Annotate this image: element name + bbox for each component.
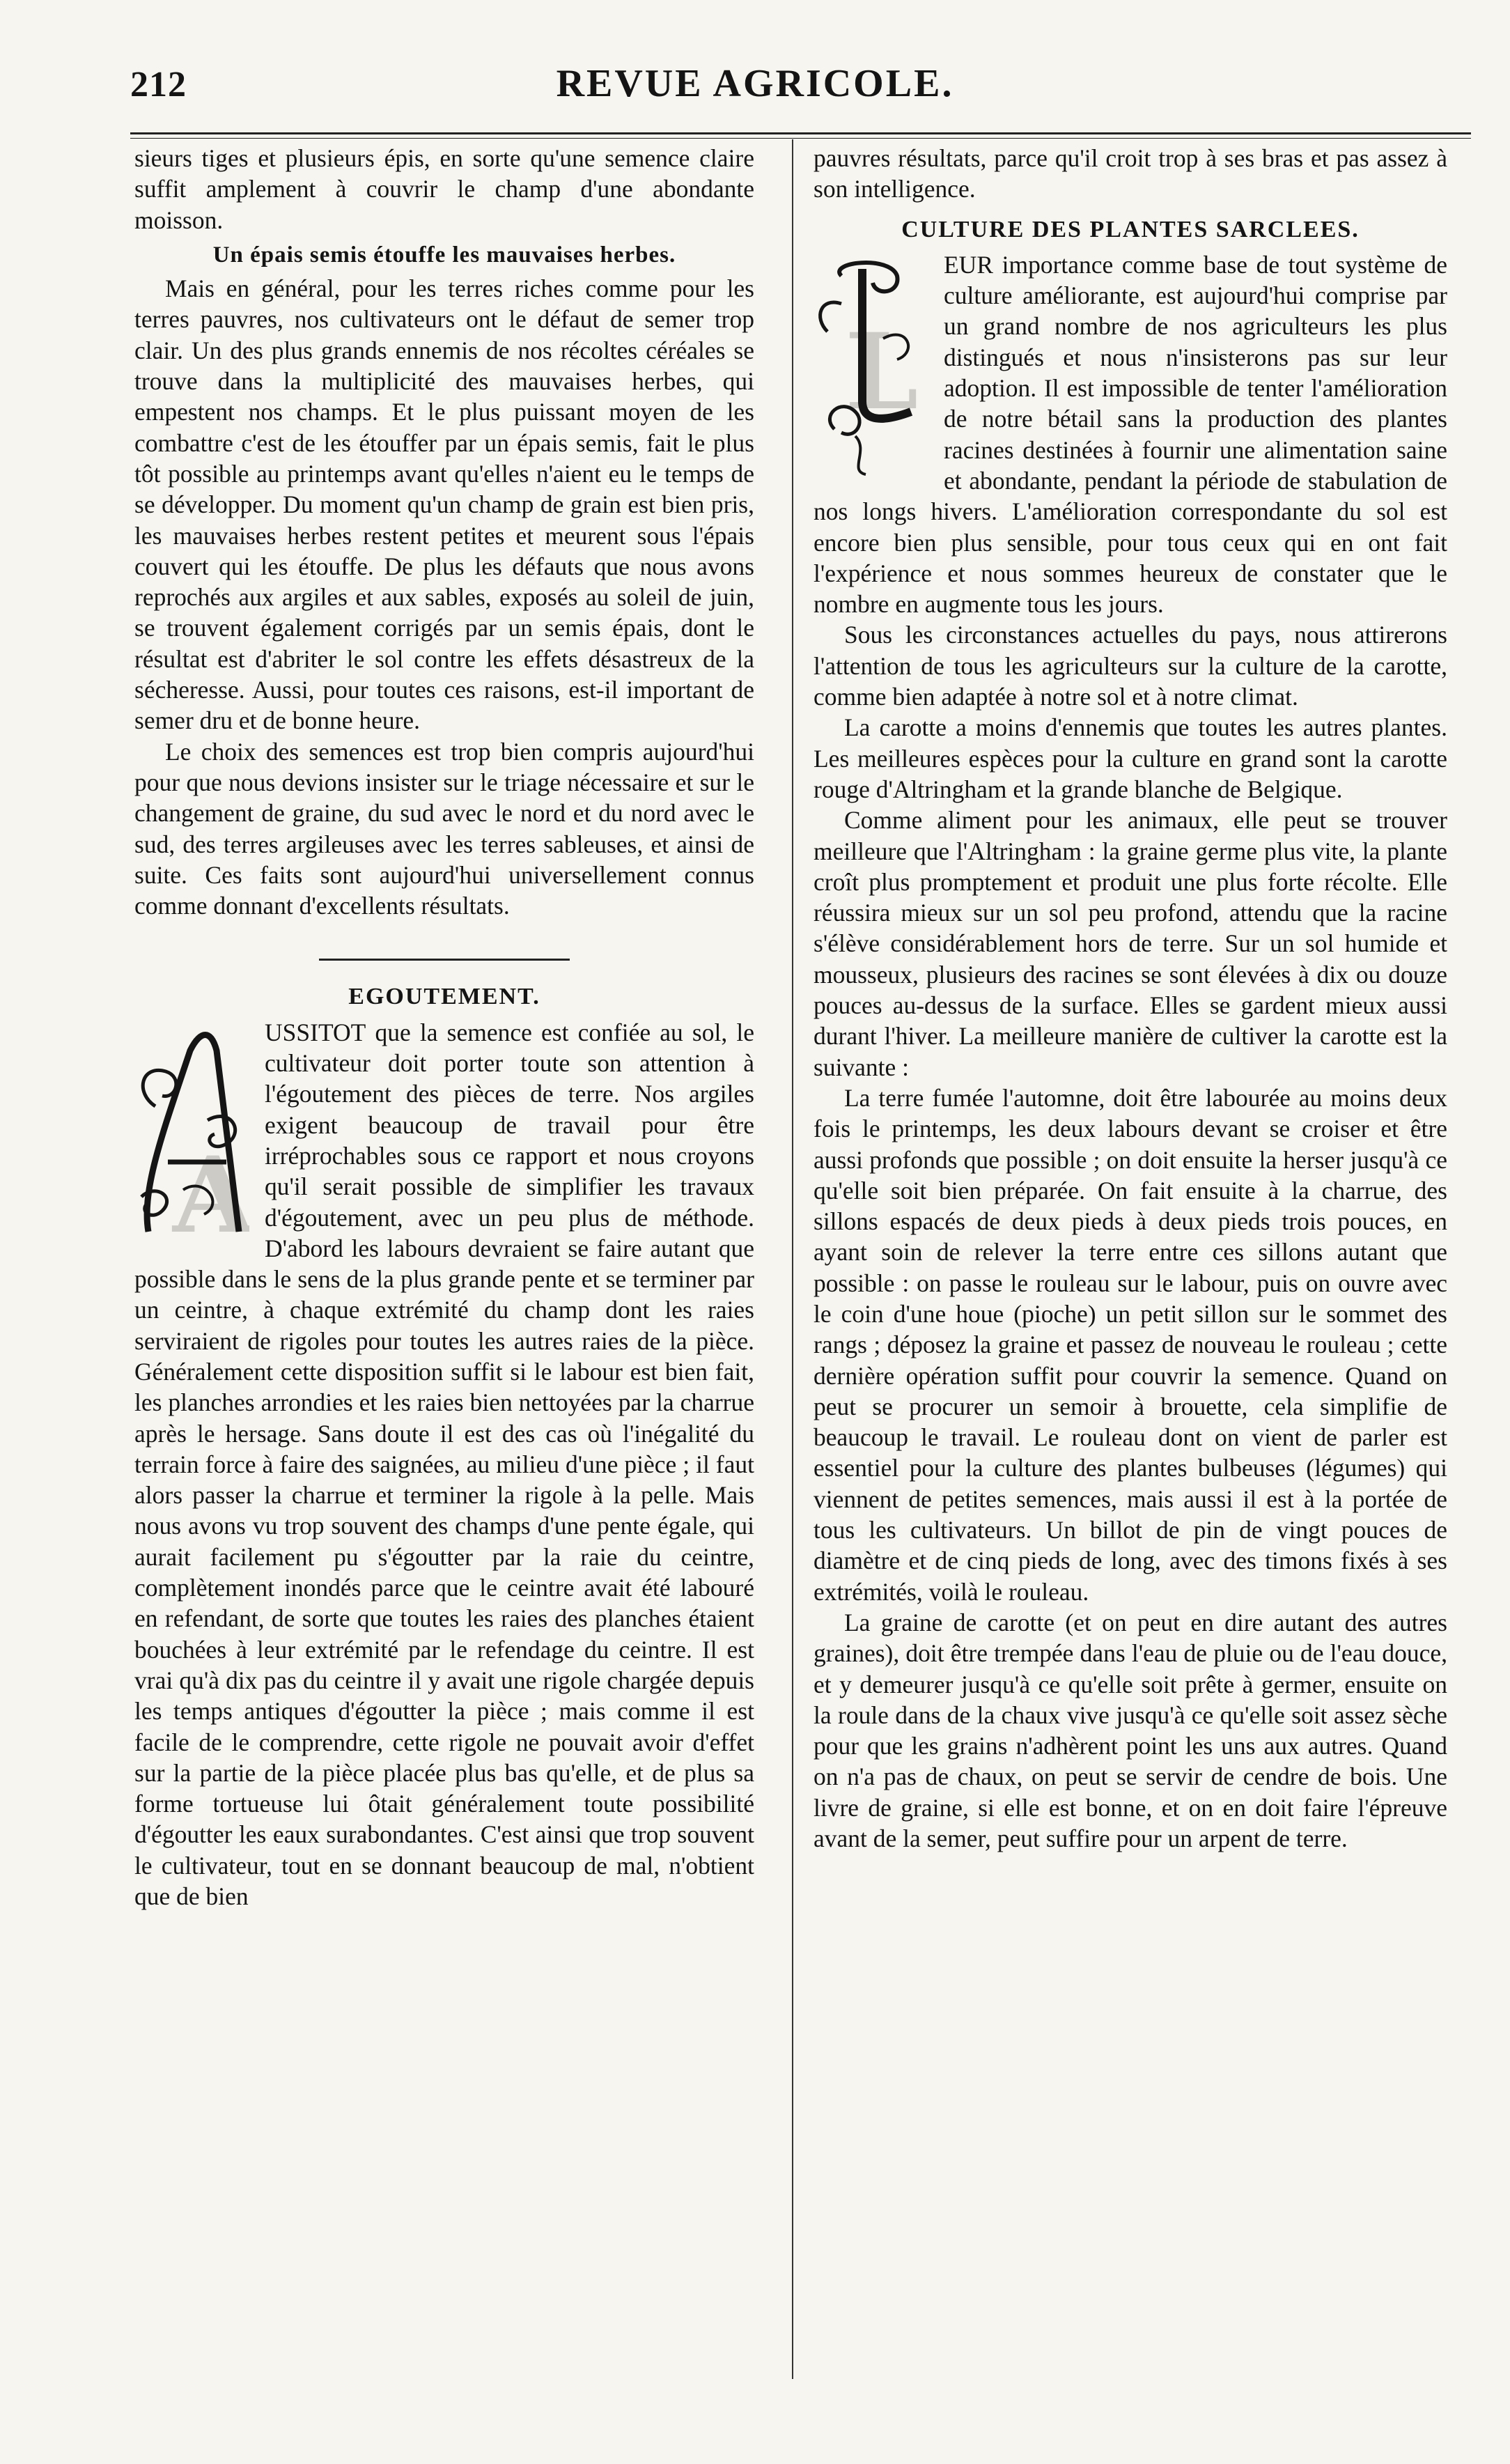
paragraph: La carotte a moins d'ennemis que toutes les autres plantes. Les meilleures espèces pour la culture en grand sont la carotte rouge d'Altringham et la grande blanche de Belgique.: [814, 713, 1447, 803]
header-rule: [130, 132, 1471, 139]
ornamental-initial-icon: [814, 255, 928, 478]
paragraph-body: importance comme base de tout système de culture améliorante, est aujourd'hui comprise par un grand nombre de nos agriculteurs les plus distingués et nous n'insisterons pas sur leur adoption. Il est impossible de tenter l'amélioration de notre bétail sans la production des plantes racines destinées à fournir une alimentation saine et abondante, pendant la période de stabulation de nos longs hivers. L'amélioration correspondante du sol est encore bien plus sensible, pour tous ceux qui en ont fait l'expérience et nous sommes heureux de constater que le nombre en augmente tous les jours.: [814, 250, 1447, 619]
column-divider: [792, 139, 793, 2379]
paragraph-body: que la semence est confiée au sol, le cultivateur doit porter toute son attention à l'égoutement des pièces de terre. Nos argiles exigent beaucoup de travail pour être irréprochables sous ce rapport et nous croyons qu'il serait possible de simplifier les travaux d'égoutement, avec un peu plus de méthode. D'abord les labours devraient se faire autant que possible dans le sens de la plus grande pente et se terminer par un ceintre, à chaque extrémité du champ dont les raies serviraient de rigoles pour toutes les autres raies de la pièce. Généralement cette disposition suffit si le labour est bien fait, les planches arrondies et les raies bien nettoyées par la charrue après le hersage. Sans doute il est des cas où l'inégalité du terrain force à faire des saignées, au milieu d'une pièce ; il faut alors passer la charrue et terminer la rigole à la pelle. Mais nous avons vu trop souvent des champs d'une pente égale, qui aurait facilement pu s'égoutter par la raie du ceintre, complètement inondés parce que le ceintre avait été labouré en refendant, de sorte que toutes les raies des planches étaient bouchées à leur extrémité par le refendage du ceintre. Il est vrai qu'à dix pas du ceintre il y avait une rigole chargée depuis les temps antiques d'égoutter la pièce ; mais comme il est facile de le comprendre, cette rigole ne pouvait avoir d'effet sur la partie de la pièce placée plus bas qu'elle, et de plus sa forme tortueuse lui ôtait généralement toute possibilité d'égoutter les eaux surabondantes. C'est ainsi que trop souvent le cultivateur, tout en se donnant beaucoup de mal, n'obtient que de bien: [134, 1018, 754, 1911]
right-column: [814, 143, 1447, 1854]
paragraph: pauvres résultats, parce qu'il croit trop à ses bras et pas assez à son intelligence.: [814, 144, 1447, 203]
section-title-culture: CULTURE DES PLANTES SARCLEES.: [901, 216, 1360, 242]
paragraph: Le choix des semences est trop bien compris aujourd'hui pour que nous devions insister sur le triage nécessaire et sur le changement de graine, du sud avec le nord et du nord avec le sud, des terres argileuses avec les terres sableuses, et ainsi de suite. Ces faits sont aujourd'hui universellement connus comme donnant d'excellents résultats.: [134, 737, 754, 920]
opening-word: USSITOT: [265, 1018, 366, 1046]
dropcap-letter: L: [845, 310, 919, 433]
section-rule: [319, 959, 570, 961]
ornamental-dropcap-a: [134, 1023, 249, 1253]
dropcap-letter: A: [173, 1133, 249, 1253]
page-number: 212: [130, 65, 187, 104]
side-heading: Un épais semis étouffe les mauvaises herbes.: [212, 242, 676, 268]
paragraph: Comme aliment pour les animaux, elle peut se trouver meilleure que l'Altringham : la graine germe plus vite, la plante croît plus promptement et produit une plus forte récolte. Elle réussira mieux sur un sol peu profond, attendu que la racine s'élève considérablement hors de terre. Sur un sol humide et mousseux, plusieurs des racines se sont élevées à dix ou douze pouces au-dessus de la surface. Elles se gardent mieux aussi durant l'hiver. La meilleure manière de cultiver la carotte est la suivante :: [814, 806, 1447, 1081]
paragraph: Sous les circonstances actuelles du pays, nous attirerons l'attention de tous les agriculteurs sur la culture de la carotte, comme bien adaptée à notre sol et à notre climat.: [814, 621, 1447, 711]
running-title: REVUE AGRICOLE.: [556, 62, 954, 105]
left-column: [134, 143, 754, 1912]
paragraph: La terre fumée l'automne, doit être labourée au moins deux fois le printemps, les deux labours devant se croiser et être aussi profonds que possible ; on doit ensuite la herser jusqu'à ce qu'elle soit bien préparée. On fait ensuite à la charrue, des sillons espacés de deux pieds à deux pieds trois pouces, en ayant soin de relever la terre entre ces sillons autant que possible : on passe le rouleau sur le labour, puis on ouvre avec le coin d'une houe (pioche) un petit sillon sur le sommet des rangs ; déposez la graine et passez de nouveau le rouleau ; cette dernière opération suffit pour couvrir la semence. Quand on peut se procurer un semoir à brouette, cela simplifie de beaucoup le travail. Le rouleau dont on vient de parler est essentiel pour la culture des plantes bulbeuses (légumes) qui viennent de petites semences, mais aussi il est à la portée de tous les cultivateurs. Un billot de pin de vingt pouces de diamètre et de cinq pieds de long, avec des timons fixés à ses extrémités, voilà le rouleau.: [814, 1083, 1447, 1606]
section-title-egoutement: EGOUTEMENT.: [348, 984, 540, 1010]
paragraph: sieurs tiges et plusieurs épis, en sorte qu'une semence claire suffit amplement à couvrir le champ d'une abondante moisson.: [134, 144, 754, 234]
paragraph: La graine de carotte (et on peut en dire autant des autres graines), doit être trempée dans l'eau de pluie ou de l'eau douce, et y demeurer jusqu'à ce qu'elle soit prête à germer, ensuite on la roule dans de la chaux vive jusqu'à ce qu'elle soit assez sèche pour que les grains n'adhèrent point les uns aux autres. Quand on n'a pas de chaux, on peut se servir de cendre de bois. Une livre de graine, si elle est bonne, et on en doit faire l'épreuve avant de la semer, peut suffire pour un arpent de terre.: [814, 1608, 1447, 1853]
paragraph: Mais en général, pour les terres riches comme pour les terres pauvres, nos cultivateurs ont le défaut de semer trop clair. Un des plus grands ennemis de nos récoltes céréales se trouve dans la multiplicité des mauvaises herbes, qui empestent nos champs. Et le plus puissant moyen de les combattre c'est de les étouffer par un épais semis, fait le plus tôt possible au printemps avant qu'elles n'aient eu le temps de se développer. Du moment qu'un champ de grain est bien pris, les mauvaises herbes restent petites et meurent sous l'épais couvert qui les étouffe. De plus les défauts que nous avons reprochés aux argiles et aux sables, exposés au soleil de juin, se trouvent également corrigés par un semis épais, dont le résultat est d'abriter le sol contre les effets désastreux de la sécheresse. Aussi, pour toutes ces raisons, est-il important de semer dru et de bonne heure.: [134, 274, 754, 735]
ornamental-dropcap-l: [814, 255, 928, 478]
opening-word: EUR: [944, 250, 993, 279]
ornamental-initial-icon: [134, 1023, 249, 1253]
